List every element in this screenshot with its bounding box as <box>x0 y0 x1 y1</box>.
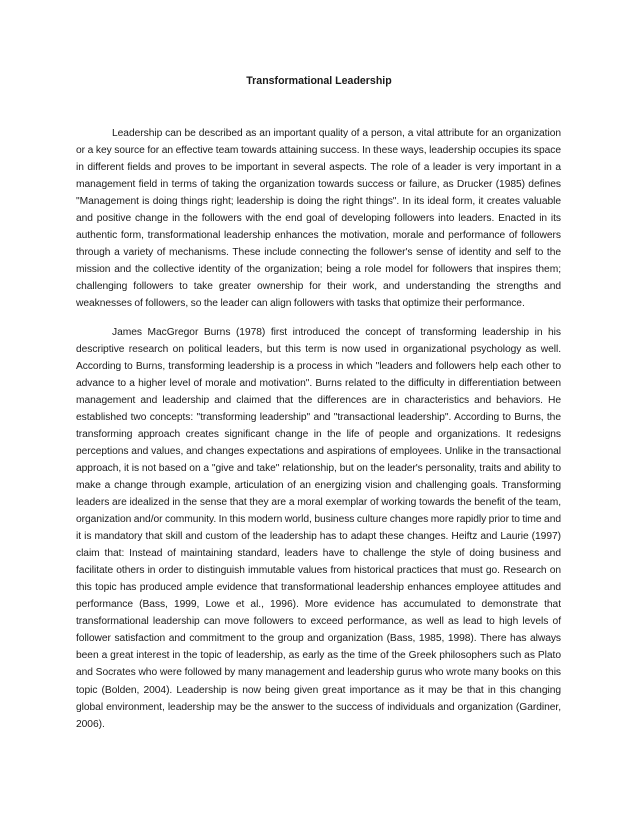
paragraph-2: James MacGregor Burns (1978) first introduced the concept of transforming leadership in his descriptive research on political leaders, but this term is now used in organizational psychology as well. According to Burns, transforming leadership is a process in which "leaders and followers help each other to advance to a higher level of morale and motivation". Burns related to the difficulty in differentiation between management and leadership and claimed that the differences are in characteristics and behaviors. He established two concepts: "transforming leadership" and "transactional leadership". According to Burns, the transforming approach creates significant change in the life of people and organizations. It redesigns perceptions and values, and changes expectations and aspirations of employees. Unlike in the transactional approach, it is not based on a "give and take" relationship, but on the leader's personality, traits and ability to make a change through example, articulation of an energizing vision and challenging goals. Transforming leaders are idealized in the sense that they are a moral exemplar of working towards the benefit of the team, organization and/or community. In this modern world, business culture changes more rapidly prior to time and it is mandatory that skill and custom of the leadership has to adapt these changes. Heiftz and Laurie (1997) claim that: Instead of maintaining standard, leaders have to challenge the style of doing business and facilitate others in order to distinguish immutable values from historical practices that must go. Research on this topic has produced ample evidence that transformational leadership enhances employee attitudes and performance (Bass, 1999, Lowe et al., 1996). More evidence has accumulated to demonstrate that transformational leadership can move followers to exceed performance, as well as lead to high levels of follower satisfaction and commitment to the group and organization (Bass, 1985, 1998). There has always been a great interest in the topic of leadership, as early as the time of the Greek philosophers such as Plato and Socrates who were followed by many management and leadership gurus who wrote many books on this topic (Bolden, 2004). Leadership is now being given great importance as it may be that in this changing global environment, leadership may be the answer to the success of individuals and organization (Gardiner, 2006). <box>76 326 561 730</box>
paragraph-1: Leadership can be described as an important quality of a person, a vital attribute for an organization or a key source for an effective team towards attaining success. In these ways, leadership occupies its space in different fields and proves to be important in several aspects. The role of a leader is very important in a management field in terms of taking the organization towards success or failure, as Drucker (1985) defines "Management is doing things right; leadership is doing the right things". In its ideal form, it creates valuable and positive change in the followers with the end goal of developing followers into leaders. Enacted in its authentic form, transformational leadership enhances the motivation, morale and performance of followers through a variety of mechanisms. These include connecting the follower's sense of identity and self to the mission and the collective identity of the organization; being a role model for followers that inspires them; challenging followers to take greater ownership for their work, and understanding the strengths and weaknesses of followers, so the leader can align followers with tasks that optimize their performance. <box>76 128 561 310</box>
document-body <box>76 125 561 733</box>
document-title: Transformational Leadership <box>246 75 392 87</box>
